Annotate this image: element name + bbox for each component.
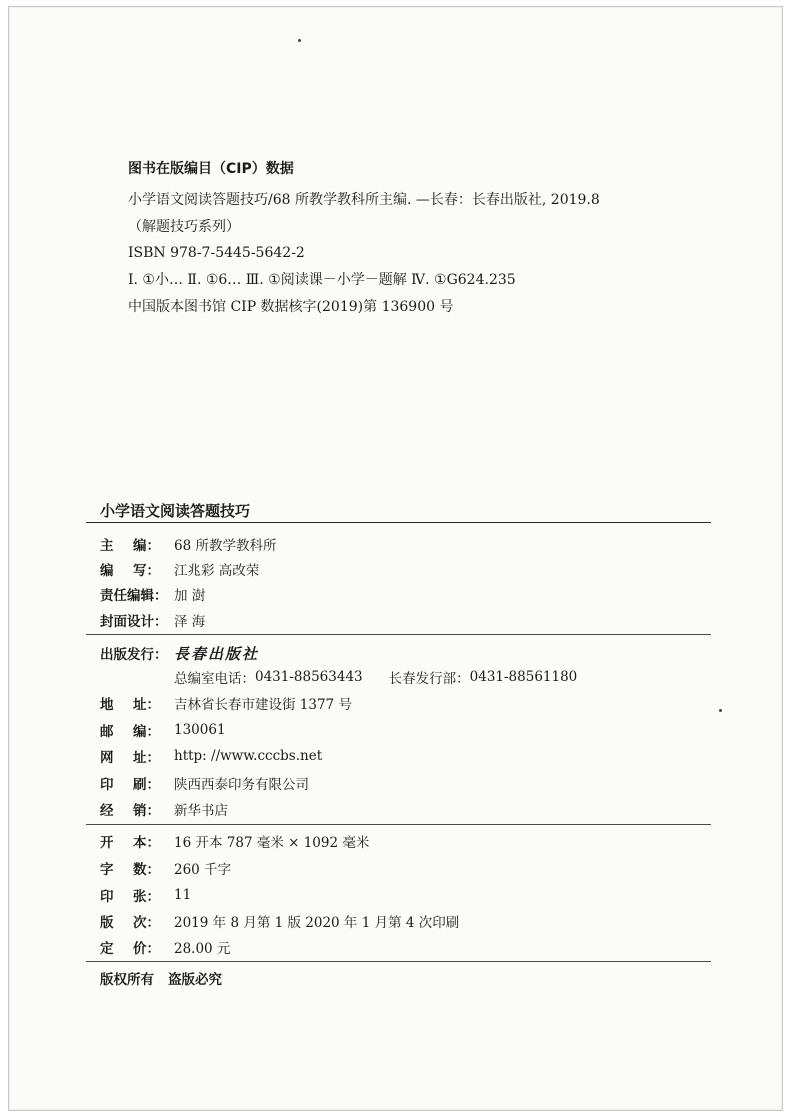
cip-title: 图书在版编目（CIP）数据 — [128, 161, 294, 177]
cip-block — [128, 158, 600, 323]
anti-piracy-text: 盗版必究 — [168, 972, 222, 988]
credit-label: 封面设计： — [100, 614, 168, 630]
detail-label: 邮 编： — [100, 724, 160, 740]
credit-row-responsible-editor — [100, 583, 205, 605]
cip-verification-line: 中国版本图书馆 CIP 数据核字(2019)第 136900 号 — [128, 299, 454, 315]
divider-rule — [86, 522, 711, 523]
detail-label: 经 销： — [100, 803, 160, 819]
spec-value: 260 千字 — [174, 862, 232, 878]
spec-word-count — [100, 857, 231, 879]
paper-speck — [298, 39, 301, 42]
publisher-phone-row — [174, 666, 603, 688]
credit-row-cover-design — [100, 609, 205, 631]
spec-value: 16 开本 787 毫米 × 1092 毫米 — [174, 835, 370, 851]
spec-value: 2019 年 8 月第 1 版 2020 年 1 月第 4 次印刷 — [174, 915, 460, 931]
credit-row-writer — [100, 558, 259, 580]
spec-label: 开 本： — [100, 835, 160, 851]
editorial-phone-label: 总编室电话： — [174, 671, 255, 687]
pub-detail-address — [100, 692, 352, 714]
detail-value: 新华书店 — [174, 803, 228, 819]
pub-detail-website — [100, 745, 322, 767]
detail-label: 网 址： — [100, 750, 160, 766]
publisher-logo: 長春出版社 — [174, 644, 260, 663]
spec-value: 11 — [174, 887, 192, 903]
credit-value: 江兆彩 高改荣 — [174, 563, 260, 579]
sales-phone-label: 长春发行部： — [388, 671, 470, 687]
copyright-text: 版权所有 — [100, 972, 154, 988]
divider-rule — [86, 824, 711, 825]
spec-sheets — [100, 884, 191, 906]
pub-detail-printer — [100, 772, 309, 794]
paper-speck — [719, 709, 722, 712]
publisher-row — [100, 642, 259, 664]
detail-value: http: //www.cccbs.net — [174, 748, 323, 764]
cip-classification-line: Ⅰ. ①小… Ⅱ. ①6… Ⅲ. ①阅读课－小学－题解 Ⅳ. ①G624.235 — [128, 272, 516, 288]
book-title: 小学语文阅读答题技巧 — [100, 502, 251, 520]
divider-rule — [86, 634, 711, 635]
sales-phone: 0431-88561180 — [469, 669, 578, 685]
pub-detail-distributor — [100, 798, 228, 820]
credit-label: 编 写： — [100, 563, 160, 579]
detail-label: 印 刷： — [100, 777, 160, 793]
credit-value: 泽 海 — [174, 614, 206, 630]
detail-label: 地 址： — [100, 697, 160, 713]
credit-value: 加 澍 — [174, 588, 206, 604]
editorial-phone: 0431-88563443 — [255, 669, 363, 685]
cip-series-line: （解题技巧系列） — [128, 219, 240, 235]
credit-label: 主 编： — [100, 538, 160, 554]
detail-value: 吉林省长春市建设街 1377 号 — [174, 697, 352, 713]
detail-value: 130061 — [174, 722, 226, 738]
copyright-notice — [100, 968, 222, 988]
spec-label: 字 数： — [100, 862, 160, 878]
credit-value: 68 所教学教科所 — [174, 538, 277, 554]
spec-label: 印 张： — [100, 889, 160, 905]
detail-value: 陕西西泰印务有限公司 — [174, 777, 309, 793]
cip-record-line: 小学语文阅读答题技巧/68 所教学教科所主编. —长春：长春出版社, 2019.8 — [128, 192, 600, 208]
spec-price — [100, 936, 230, 958]
credit-label: 责任编辑： — [100, 588, 168, 604]
pub-detail-postcode — [100, 719, 226, 741]
cip-isbn-line: ISBN 978-7-5445-5642-2 — [128, 245, 305, 261]
publisher-label: 出版发行： — [100, 647, 168, 663]
spec-label: 定 价： — [100, 941, 160, 957]
spec-label: 版 次： — [100, 915, 160, 931]
spec-format — [100, 830, 369, 852]
divider-rule — [86, 961, 711, 962]
spec-edition — [100, 910, 459, 932]
spec-value: 28.00 元 — [174, 941, 231, 957]
credit-row-editor — [100, 533, 276, 555]
